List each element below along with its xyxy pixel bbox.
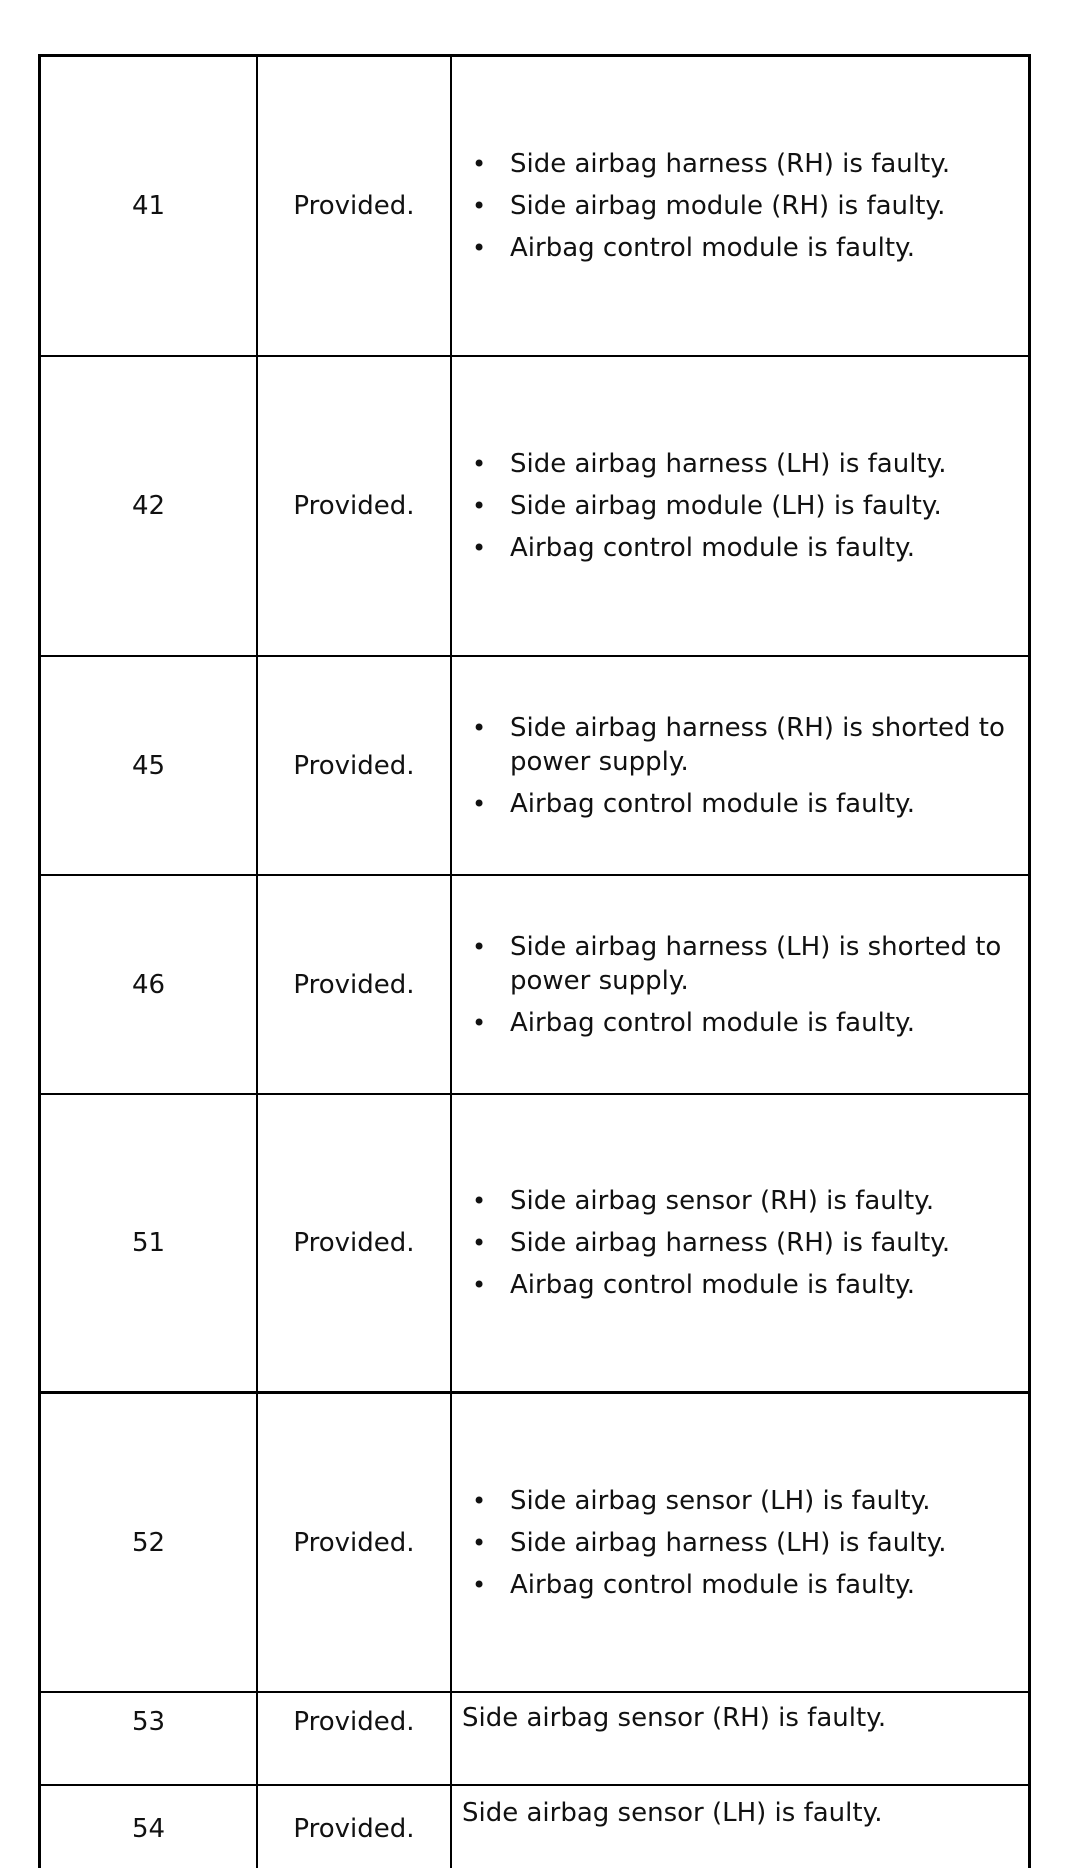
table-row (41, 657, 1028, 876)
cause-item: • Side airbag sensor (LH) is faulty. (462, 1484, 947, 1518)
cause-cell (452, 876, 1028, 1093)
cause-item: • Side airbag sensor (RH) is faulty. (462, 1184, 950, 1218)
cause-item: • Side airbag harness (RH) is shorted to power supply. (462, 711, 1018, 779)
cause-item: • Airbag control module is faulty. (462, 531, 947, 565)
table-row (41, 357, 1028, 657)
code-cell: 45 (41, 657, 258, 874)
cause-item: • Airbag control module is faulty. (462, 1268, 950, 1302)
cause-item: • Side airbag harness (RH) is faulty. (462, 147, 950, 181)
cause-item: • Airbag control module is faulty. (462, 1568, 947, 1602)
cause-item: • Side airbag harness (RH) is faulty. (462, 1226, 950, 1260)
status-cell: Provided. (258, 876, 452, 1093)
table-row (41, 1693, 1028, 1786)
cause-item: • Side airbag module (LH) is faulty. (462, 489, 947, 523)
cause-list (462, 139, 950, 273)
code-cell: 42 (41, 357, 258, 655)
code-cell: 46 (41, 876, 258, 1093)
cause-item: • Side airbag module (RH) is faulty. (462, 189, 950, 223)
code-cell: 51 (41, 1095, 258, 1391)
cause-item: • Airbag control module is faulty. (462, 1006, 1018, 1040)
diagnostic-code-table (38, 54, 1031, 1868)
cause-cell (452, 357, 1028, 655)
cause-item: • Airbag control module is faulty. (462, 787, 1018, 821)
code-cell: 52 (41, 1394, 258, 1691)
cause-cell (452, 1693, 1028, 1784)
status-cell: Provided. (258, 1693, 452, 1784)
cause-cell (452, 57, 1028, 355)
cause-cell (452, 657, 1028, 874)
status-cell: Provided. (258, 357, 452, 655)
cause-cell (452, 1095, 1028, 1391)
table-row (41, 1786, 1028, 1868)
table-row (41, 1095, 1028, 1394)
cause-list (462, 703, 1018, 829)
cause-text: Side airbag sensor (LH) is faulty. (462, 1798, 883, 1828)
table-row (41, 876, 1028, 1095)
status-cell: Provided. (258, 1095, 452, 1391)
cause-text: Side airbag sensor (RH) is faulty. (462, 1703, 887, 1733)
code-cell: 53 (41, 1693, 258, 1784)
table-row (41, 1394, 1028, 1693)
cause-cell (452, 1786, 1028, 1868)
code-cell: 54 (41, 1786, 258, 1868)
cause-item: • Side airbag harness (LH) is faulty. (462, 447, 947, 481)
cause-list (462, 922, 1018, 1048)
status-cell: Provided. (258, 1786, 452, 1868)
cause-list (462, 1476, 947, 1610)
cause-cell (452, 1394, 1028, 1691)
cause-list (462, 1176, 950, 1310)
cause-item: • Side airbag harness (LH) is faulty. (462, 1526, 947, 1560)
cause-list (462, 439, 947, 573)
status-cell: Provided. (258, 1394, 452, 1691)
cause-item: • Side airbag harness (LH) is shorted to power supply. (462, 930, 1018, 998)
status-cell: Provided. (258, 57, 452, 355)
code-cell: 41 (41, 57, 258, 355)
cause-item: • Airbag control module is faulty. (462, 231, 950, 265)
table-row (41, 57, 1028, 357)
status-cell: Provided. (258, 657, 452, 874)
